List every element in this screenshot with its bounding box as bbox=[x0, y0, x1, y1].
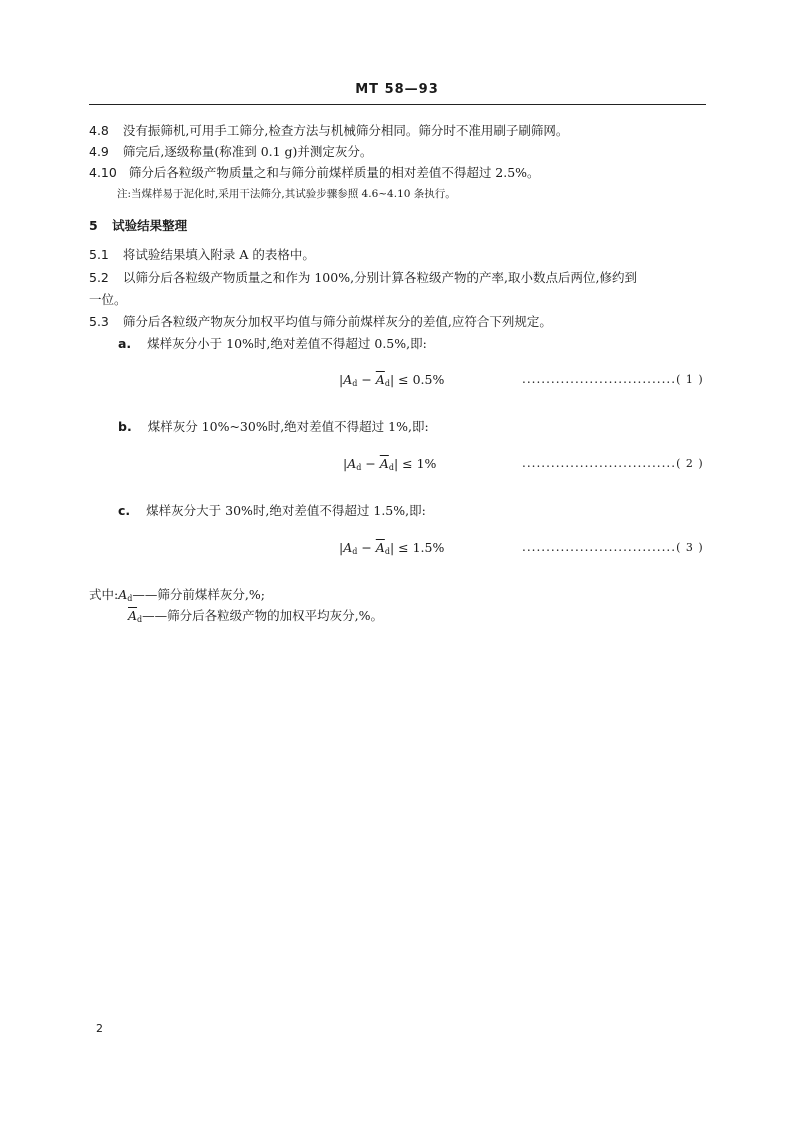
page-number: 2 bbox=[96, 1022, 103, 1035]
case-text: 煤样灰分大于 30%时,绝对差值不得超过 1.5%,即: bbox=[146, 503, 426, 518]
clause-number: 5.3 bbox=[89, 314, 109, 329]
clause-text: 没有振筛机,可用手工筛分,检查方法与机械筛分相同。筛分时不准用刷子刷筛网。 bbox=[122, 123, 569, 138]
clause-5-3 bbox=[89, 312, 552, 330]
note: 注:当煤样易于泥化时,采用干法筛分,其试验步骤参照 4.6~4.10 条执行。 bbox=[117, 188, 456, 200]
clause-5-2-continuation: 一位。 bbox=[89, 292, 127, 307]
case-letter: c. bbox=[118, 503, 131, 518]
case-text: 煤样灰分 10%~30%时,绝对差值不得超过 1%,即: bbox=[147, 419, 429, 434]
case-c bbox=[118, 501, 426, 519]
section-title: 试验结果整理 bbox=[112, 218, 188, 233]
clause-number: 4.10 bbox=[89, 165, 117, 180]
case-letter: a. bbox=[118, 336, 132, 351]
equation-number: ( 1 ) bbox=[676, 373, 704, 386]
clause-text: 筛分后各粒级产物灰分加权平均值与筛分前煤样灰分的差值,应符合下列规定。 bbox=[122, 314, 552, 329]
clause-number: 5.2 bbox=[89, 270, 109, 285]
case-a bbox=[118, 334, 427, 352]
clause-text: 以筛分后各粒级产物质量之和作为 100%,分别计算各粒级产物的产率,取小数点后两位,修约到 bbox=[122, 270, 638, 285]
formula-1: $|A_d - \overline{A}_d| \le 0.5\%$ bbox=[339, 372, 445, 388]
where-definition-2: $\overline{A}_d——$筛分后各粒级产物的加权平均灰分,%。 bbox=[128, 608, 384, 624]
section-number: 5 bbox=[89, 218, 98, 233]
equation-number: ( 3 ) bbox=[676, 541, 704, 554]
clause-5-2 bbox=[89, 268, 637, 286]
case-text: 煤样灰分小于 10%时,绝对差值不得超过 0.5%,即: bbox=[147, 336, 427, 351]
clause-text: 将试验结果填入附录 A 的表格中。 bbox=[122, 247, 315, 262]
page-header: MT 58—93 bbox=[355, 82, 439, 97]
clause-5-1 bbox=[89, 245, 315, 263]
equation-leader: ................................( 3 ) bbox=[522, 540, 704, 554]
formula-3: $|A_d - \overline{A}_d| \le 1.5\%$ bbox=[339, 540, 445, 556]
clause-number: 5.1 bbox=[89, 247, 109, 262]
case-b bbox=[118, 417, 429, 435]
clause-4-9 bbox=[89, 142, 372, 160]
formula-2: $|A_d - \overline{A}_d| \le 1\%$ bbox=[343, 456, 437, 472]
header-rule bbox=[89, 104, 706, 105]
equation-leader: ................................( 1 ) bbox=[522, 372, 704, 386]
equation-number: ( 2 ) bbox=[676, 457, 704, 470]
clause-text: 筛完后,逐级称量(称准到 0.1 g)并测定灰分。 bbox=[122, 144, 373, 159]
clause-number: 4.8 bbox=[89, 123, 109, 138]
clause-4-10 bbox=[89, 163, 540, 181]
clause-4-8 bbox=[89, 121, 568, 139]
clause-text: 筛分后各粒级产物质量之和与筛分前煤样质量的相对差值不得超过 2.5%。 bbox=[128, 165, 540, 180]
case-letter: b. bbox=[118, 419, 132, 434]
section-heading bbox=[89, 216, 187, 234]
equation-leader: ................................( 2 ) bbox=[522, 456, 704, 470]
where-label: 式中: bbox=[89, 587, 119, 602]
clause-number: 4.9 bbox=[89, 144, 109, 159]
where-definition-1: 式中$:A_d——$筛分前煤样灰分,%; bbox=[89, 587, 265, 603]
